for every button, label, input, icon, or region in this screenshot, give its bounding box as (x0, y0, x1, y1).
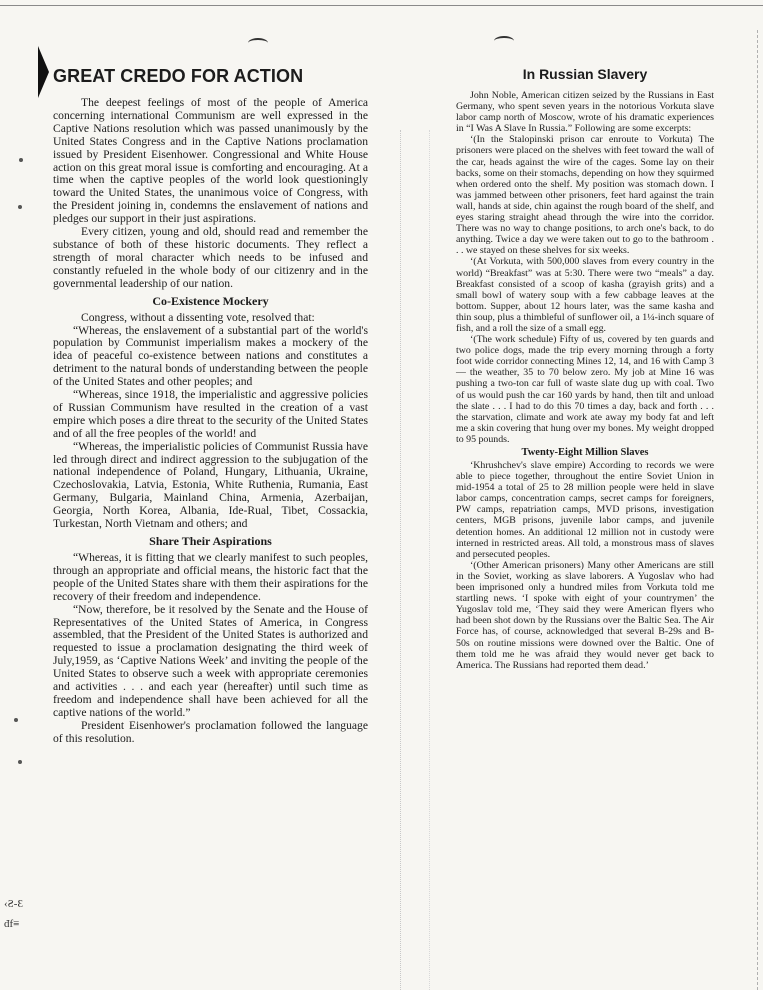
column-gutter (400, 130, 430, 990)
section-marker-arrow (38, 46, 49, 98)
paragraph: “Whereas, the imperialistic policies of Communist Russia have led through direct and indirect aggression to the subjugation of the national independence of Poland, Hungary, Lithuania, Ukraine, Czechoslovakia, Latvia, Estonia, White Ruthenia, Rumania, East Germany, Bulgaria, Mainland China, Armenia, Azerbaijan, Georgia, North Korea, Albania, Ide-Rual, Tibet, Cossackia, Turkestan, North Vietnam and others; and (53, 439, 368, 531)
paragraph: “Whereas, since 1918, the imperialistic and aggressive policies of Russian Communism have resulted in the creation of a vast empire which poses a dire threat to the security of the United States and of all the free peoples of the world! and (53, 388, 368, 440)
margin-dot (14, 718, 18, 722)
top-rule (0, 5, 763, 6)
paragraph: Congress, without a dissenting vote, resolved that: (81, 310, 315, 324)
paragraph: Every citizen, young and old, should read and remember the substance of both of these historic documents. They reflect a strength of moral character which needs to be infused and constantly refueled in the whole body of our citizenry and in the governmental leadership of our nation. (53, 225, 368, 290)
page-edge (757, 30, 758, 990)
right-article (456, 66, 714, 671)
margin-dot (18, 205, 22, 209)
paragraph: “Now, therefore, be it resolved by the Senate and the House of Representatives of the United States of America, in Congress assembled, that the President of the United States is authorized and requested to issue a proclamation designating the third week of July,1959, as ‘Captive Nations Week’ and inviting the people of the United States to observe such a week with appropriate ceremonies and activities . . . and each year (hereafter) until such time as freedom and independence shall have been achieved for all the captive nations of the world.” (53, 602, 368, 719)
paragraph: ‘(At Vorkuta, with 500,000 slaves from every country in the world) “Breakfast” was at 5:30. There were two “meals” a day. Breakfast consisted of a scoop of kasha (grayish grits) and a small bowl of watery soup with a few cabbage leaves at the bottom. Supper, about 12 hours later, was the same kasha and thin soup, plus a thimbleful of sunflower oil, a 1¼-inch square of fish, and a roll the size of a small egg. (456, 256, 714, 334)
paragraph: The deepest feelings of most of the people of America concerning international Communism are well expressed in the Captive Nations resolution which was passed unanimously by the United States Congress and in the Captive Nations proclamation issued by President Eisenhower. Congressional and White House action on this great moral issue is comforting and encouraging. At a time when the captive peoples of the world look questioningly toward the United States, the unanimous voice of Congress, with the President joining in, condemns the enslavement of nations and pledges our support in their just aspirations. (53, 96, 368, 226)
paragraph: ‘(Other American prisoners) Many other Americans are still in the Soviet, working as slave laborers. A Yugoslav who had been imprisoned only a hundred miles from Vorkuta told me startling news. ‘I spoke with eight of your countrymen’ the Yugoslav told me, ‘They said they were American flyers who had been shot down by the Russians over the Baltic Sea. The Air Force has, of course, acknowledged that several B-29s and B-50s on routine missions were downed over the Baltic. One of them told me he was afraid they would never get back to America. The Russians had reported them dead.’ (456, 559, 714, 671)
article-title: In Russian Slavery (522, 66, 648, 82)
paragraph: “Whereas, the enslavement of a substantial part of the world's population by Communist imperialism makes a mockery of the idea of peaceful co-existence between nations and constitutes a detriment to the natural bonds of understanding between the people of the United States and other peoples; and (53, 323, 368, 389)
paragraph: ‘Khrushchev's slave empire) According to records we were able to piece together, throughout the entire Soviet Union in mid-1954 a total of 25 to 28 million people were held in slave labor camps, concentration camps, secret camps for foreigners, PW camps, repatriation camps, MVD prisons, investigation centers, MGB prisons, juvenile labor camps, and juvenile detention homes. An additional 12 million not in custody were interned in restricted areas. All told, a monstrous mass of slaves and persecuted peoples. (456, 460, 714, 560)
paragraph: President Eisenhower's proclamation followed the language of this resolution. (53, 718, 368, 745)
paragraph: ‘(The work schedule) Fifty of us, covered by ten guards and two police dogs, made the trip every morning through a forty foot wide corridor connecting Mines 12, 14, and 16 with Camp 3 — the weather, 35 to 70 below zero. My job at Mine 16 was pushing a two-ton car full of waste slate dug up with coal. Two of us would push the car 160 yards by hand, then tilt and unload the slate . . . I had to do this 70 times a day, back and forth . . . the starvation, climate and work ate away my body fat and left me a skin covering that hung over my bones. My weight dropped to 95 pounds. (456, 334, 714, 445)
article-title: GREAT CREDO FOR ACTION (53, 66, 304, 86)
margin-note: đf≡ (4, 918, 20, 930)
margin-note: ‹Ƨ-Ɛ (4, 898, 23, 910)
page-ornament-left (248, 38, 268, 48)
margin-dot (18, 760, 22, 764)
paragraph: “Whereas, it is fitting that we clearly manifest to such peoples, through an appropriate and official means, the historic fact that the people of the United States share with them their aspirations for the recovery of their freedom and independence. (53, 551, 368, 603)
left-article (53, 66, 368, 746)
page-ornament-right (494, 36, 514, 46)
section-heading: Share Their Aspirations (149, 534, 272, 548)
section-heading: Co-Existence Mockery (152, 293, 269, 308)
margin-dot (19, 158, 23, 162)
paragraph: ‘(In the Stalopinski prison car enroute to Vorkuta) The prisoners were placed on the shelves with feet toward the wall of the car, heads against the wire of the cages. Some lay on their backs, some on their stomachs, depending on how they squirmed when ordered onto the shelf. My position was stomach down. I was jammed between other prisoners, feet hard against the train wall, hands at side, chin against the rough board of the shelf, and eyes staring straight ahead through the wire into the corridor. There was no way to change positions, to arch one's back, to do anything. Twice a day we were taken out to go to the bathroom . . . we stayed on these shelves for six weeks. (456, 134, 714, 257)
paragraph: John Noble, American citizen seized by the Russians in East Germany, who spent seven years in the notorious Vorkuta slave labor camp north of Moscow, wrote of his dramatic experiences in “I Was A Slave In Russia.” Following are some excerpts: (456, 90, 714, 135)
section-heading: Twenty-Eight Million Slaves (521, 447, 649, 458)
